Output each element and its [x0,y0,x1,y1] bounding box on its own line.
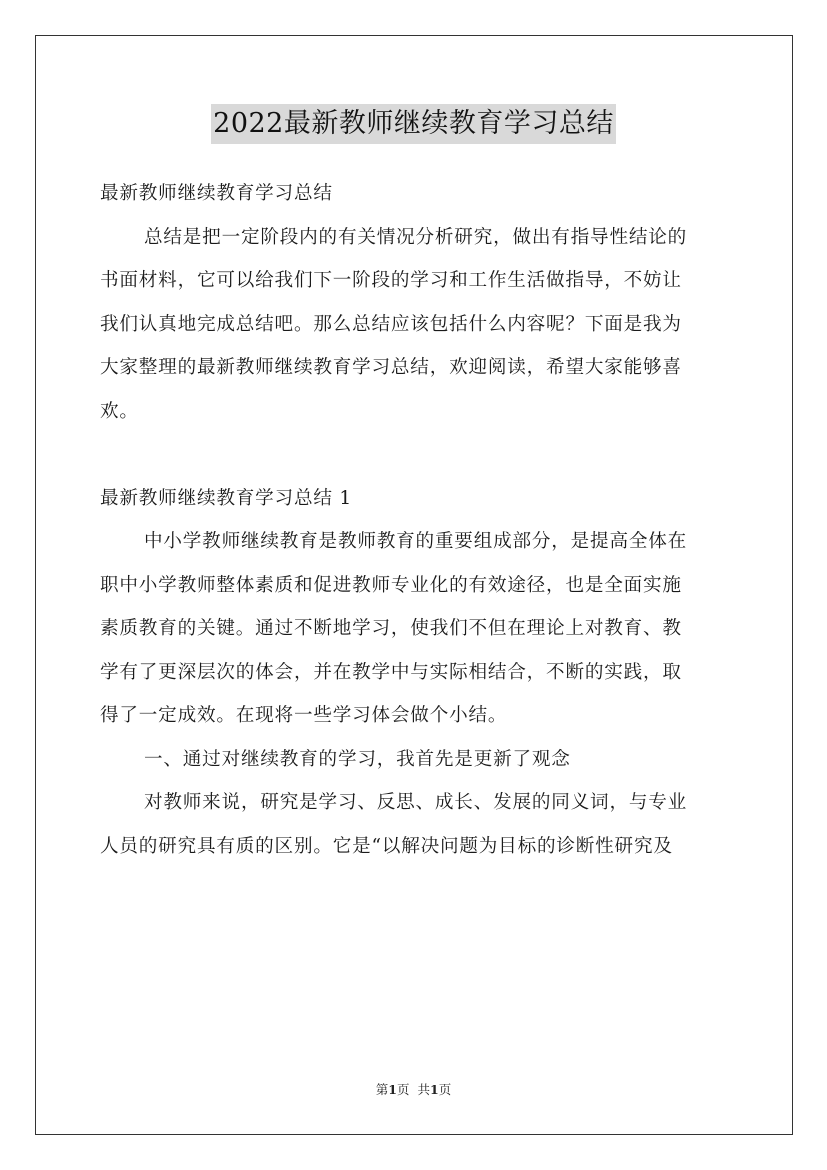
title-container [0,104,827,144]
paragraph-line: 中小学教师继续教育是教师教育的重要组成部分，是提高全体在 [144,531,688,552]
section-heading: 最新教师继续教育学习总结 1 [100,487,353,509]
page-suffix: 页 [397,1082,410,1097]
paragraph-line: 人员的研究具有质的区别。它是“以解决问题为目标的诊断性研究及 [100,835,673,857]
document-title: 2022最新教师继续教育学习总结 [211,104,616,144]
paragraph-line: 书面材料，它可以给我们下一阶段的学习和工作生活做指导，不妨让 [100,270,682,291]
total-prefix: 共 [417,1082,430,1097]
total-suffix: 页 [438,1082,452,1097]
subsection-heading: 一、通过对继续教育的学习，我首先是更新了观念 [144,748,571,770]
paragraph-line: 欢。 [100,400,139,422]
page-prefix: 第 [375,1082,389,1097]
section-heading: 最新教师继续教育学习总结 [100,183,333,204]
document-body [100,172,728,868]
blank-line [100,433,728,477]
paragraph-line: 学有了更深层次的体会，并在教学中与实际相结合，不断的实践，取 [100,661,682,683]
paragraph-line: 职中小学教师整体素质和促进教师专业化的有效途径，也是全面实施 [100,574,682,596]
paragraph-line: 对教师来说，研究是学习、反思、成长、发展的同义词，与专业 [144,792,688,813]
page-footer [0,1080,827,1098]
paragraph-line: 得了一定成效。在现将一些学习体会做个小结。 [100,705,508,726]
paragraph-line: 总结是把一定阶段内的有关情况分析研究，做出有指导性结论的 [144,226,688,248]
paragraph-line: 我们认真地完成总结吧。那么总结应该包括什么内容呢？下面是我为 [100,313,682,335]
total-pages: 1 [429,1082,439,1097]
paragraph-line: 大家整理的最新教师继续教育学习总结，欢迎阅读，希望大家能够喜 [100,357,682,378]
paragraph-line: 素质教育的关键。通过不断地学习，使我们不但在理论上对教育、教 [100,618,682,639]
page-number: 1 [388,1082,397,1097]
